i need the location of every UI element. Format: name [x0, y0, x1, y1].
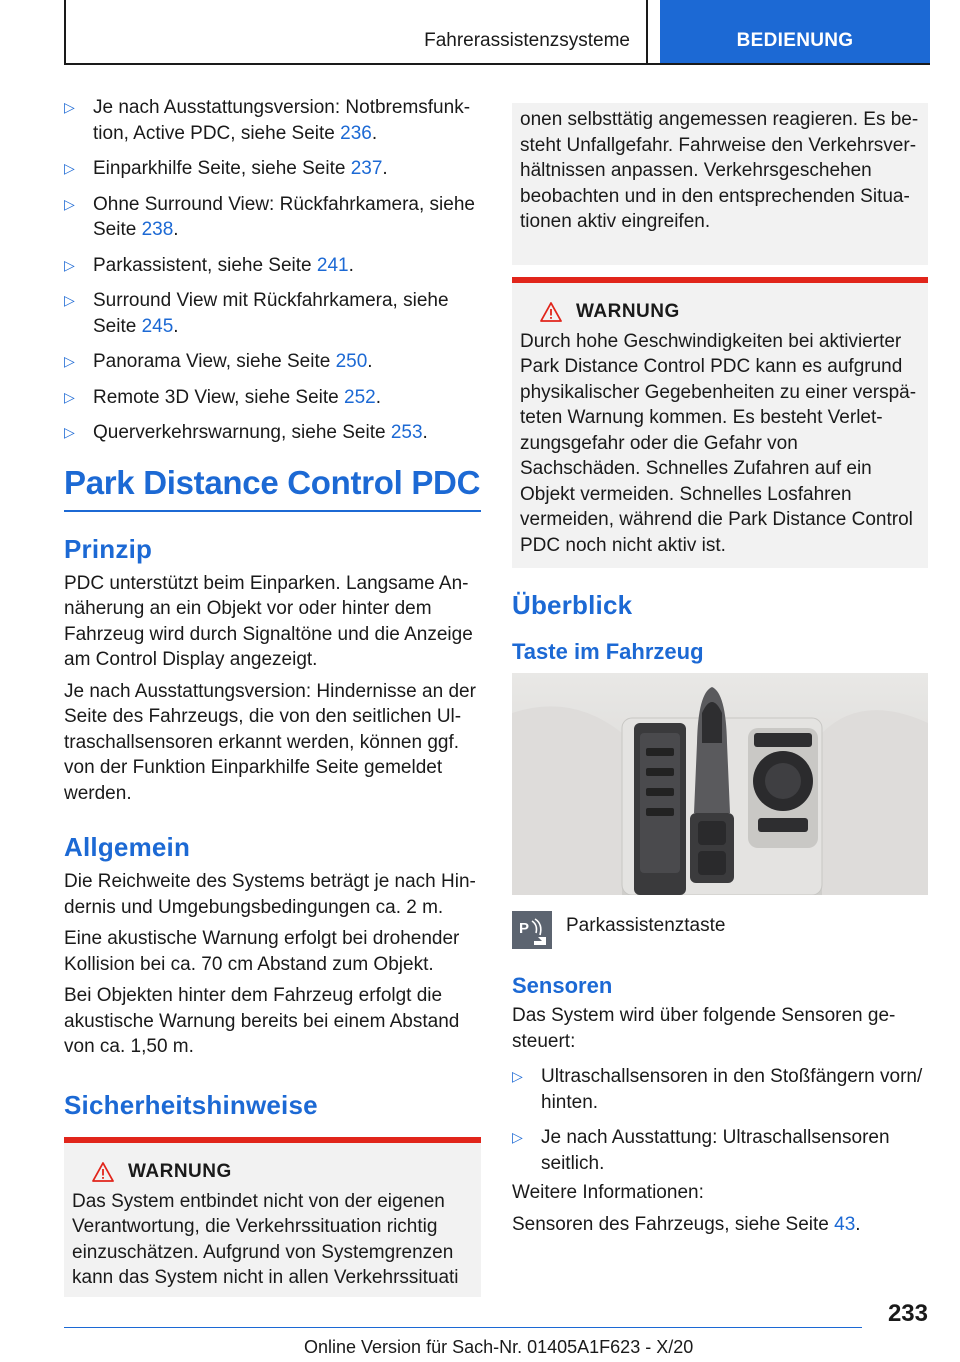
- triangle-bullet-icon: ▷: [64, 292, 75, 308]
- paragraph: PDC unterstützt beim Einparken. Langsame Annäherung an ein Objekt vor oder hinter dem Fahrzeug wird durch Signaltöne und die Anzeige am Control Display angezeigt.: [64, 572, 473, 670]
- list-item: ▷ Panorama View, siehe Seite 250.: [64, 349, 481, 375]
- list-item: ▷ Ultraschallsensoren in den Stoßfängern vorn/ hinten.: [512, 1066, 923, 1113]
- paragraph: Die Reichweite des Systems beträgt je nach Hindernis und Umgebungsbedingungen ca. 2 m.: [64, 871, 476, 918]
- heading-sensoren: Sensoren: [512, 973, 613, 998]
- sensor-list: [512, 1064, 928, 1176]
- parking-assistant-button-icon: [512, 911, 552, 949]
- warning-triangle-icon: [540, 302, 562, 322]
- triangle-bullet-icon: ▷: [64, 99, 75, 115]
- left-column: [64, 95, 481, 1297]
- right-column: [512, 103, 928, 1243]
- main-section-title: Park Distance Control PDC: [64, 464, 481, 512]
- list-item: ▷ Je nach Ausstattungsversion: Notbremsfunktion, Active PDC, siehe Seite 236.: [64, 97, 471, 144]
- center-console-image: [512, 673, 928, 895]
- paragraph: Das System wird über folgende Sensoren gesteuert:: [512, 1005, 896, 1052]
- page-link[interactable]: 253: [390, 422, 423, 443]
- warning-title: WARNUNG: [576, 300, 680, 322]
- list-item: ▷ Parkassistent, siehe Seite 241.: [64, 253, 481, 279]
- list-item: ▷ Remote 3D View, siehe Seite 252.: [64, 385, 481, 411]
- heading-allgemein: Allgemein: [64, 832, 191, 862]
- vehicle-console-photo: [512, 673, 928, 895]
- warning-box: [64, 1137, 481, 1297]
- page-link[interactable]: 43: [834, 1213, 856, 1235]
- footer-online-version: Online Version für Sach-Nr. 01405A1F623 - X/20: [304, 1337, 694, 1357]
- list-item: ▷ Querverkehrswarnung, siehe Seite 253.: [64, 420, 481, 446]
- paragraph: Sensoren des Fahrzeugs, siehe Seite 43.: [512, 1213, 861, 1235]
- warning-text: Das System entbindet nicht von der eigenen Verantwortung, die Verkehrssituation richtig einzuschätzen. Aufgrund von Systemgrenzen kann das System nicht in allen Verkehrssituati: [72, 1190, 459, 1288]
- header-chapter-tab[interactable]: [660, 0, 930, 65]
- triangle-bullet-icon: ▷: [64, 256, 75, 273]
- header-chapter-title: BEDIENUNG: [736, 30, 854, 51]
- warning-text: Durch hohe Geschwindigkeiten bei aktivierter Park Distance Control PDC kann es aufgrund physikalischer Gegebenheiten zu einer verspäteten Warnung kommen. Es besteht Verletzungsgefahr oder die Gefahr von Sachschäden. Schnelles Zufahren auf ein Objekt vermeiden. Schnelles Losfahren vermeiden, während die Park Distance Control PDC noch nicht aktiv ist.: [520, 330, 917, 556]
- paragraph: Weitere Informationen:: [512, 1182, 704, 1203]
- list-item: ▷ Einparkhilfe Seite, siehe Seite 237.: [64, 156, 481, 182]
- paragraph: Bei Objekten hinter dem Fahrzeug erfolgt die akustische Warnung bereits bei einem Abstand von ca. 1,50 m.: [64, 985, 460, 1057]
- triangle-bullet-icon: ▷: [512, 1129, 523, 1145]
- page-link[interactable]: 241: [316, 254, 349, 276]
- triangle-bullet-icon: ▷: [512, 1068, 523, 1084]
- heading-ueberblick: Überblick: [512, 590, 633, 620]
- page-link[interactable]: 238: [141, 219, 174, 240]
- triangle-bullet-icon: ▷: [64, 353, 75, 369]
- header-rule: [64, 63, 930, 65]
- warning-box-continued: [512, 103, 928, 265]
- list-item: ▷ Je nach Ausstattung: Ultraschallsensoren seitlich.: [512, 1127, 890, 1174]
- page-link[interactable]: 250: [335, 351, 368, 372]
- warning-box: [512, 277, 928, 569]
- page-number: 233: [887, 1300, 928, 1327]
- triangle-bullet-icon: ▷: [64, 388, 75, 405]
- triangle-bullet-icon: ▷: [64, 424, 75, 440]
- button-legend-row: [512, 913, 928, 949]
- warning-title: WARNUNG: [128, 1160, 232, 1182]
- page-link[interactable]: 237: [350, 158, 383, 179]
- header-section-tab: [64, 0, 648, 65]
- paragraph: Je nach Ausstattungsversion: Hindernisse an der Seite des Fahrzeugs, die von den seitlichen Ultraschallsensoren erkannt werden, können ggf. von der Funktion Einparkhilfe Seite gemeldet werden.: [64, 680, 476, 804]
- warning-text: onen selbsttätig angemessen reagieren. Es besteht Unfallgefahr. Fahrweise den Verkehrsverhältnissen anpassen. Verkehrsgeschehen beobachten und in den entsprechenden Situationen aktiv eingreifen.: [520, 109, 919, 232]
- footer-rule: [64, 1327, 862, 1328]
- svg-text:P: P: [519, 920, 530, 937]
- heading-prinzip: Prinzip: [64, 533, 153, 564]
- warning-header: [540, 301, 920, 323]
- triangle-bullet-icon: ▷: [64, 160, 75, 176]
- warning-triangle-icon: [92, 1162, 114, 1182]
- heading-taste-im-fahrzeug: Taste im Fahrzeug: [512, 639, 704, 664]
- reference-list: [64, 95, 481, 446]
- triangle-bullet-icon: ▷: [64, 195, 75, 212]
- list-item: ▷ Surround View mit Rückfahrkamera, siehe Seite 245.: [64, 290, 449, 337]
- paragraph: Eine akustische Warnung erfolgt bei drohender Kollision bei ca. 70 cm Abstand zum Objekt.: [64, 928, 460, 975]
- heading-sicherheitshinweise: Sicherheitshinweise: [64, 1089, 318, 1120]
- list-item: ▷ Ohne Surround View: Rückfahrkamera, siehe Seite 238.: [64, 193, 475, 240]
- button-label: Parkassistenztaste: [566, 915, 726, 936]
- page-link[interactable]: 252: [344, 386, 376, 408]
- warning-header: [92, 1161, 473, 1183]
- header-section-title: Fahrerassistenzsysteme: [424, 30, 630, 51]
- page-link[interactable]: 245: [141, 315, 174, 337]
- page-link[interactable]: 236: [340, 122, 372, 144]
